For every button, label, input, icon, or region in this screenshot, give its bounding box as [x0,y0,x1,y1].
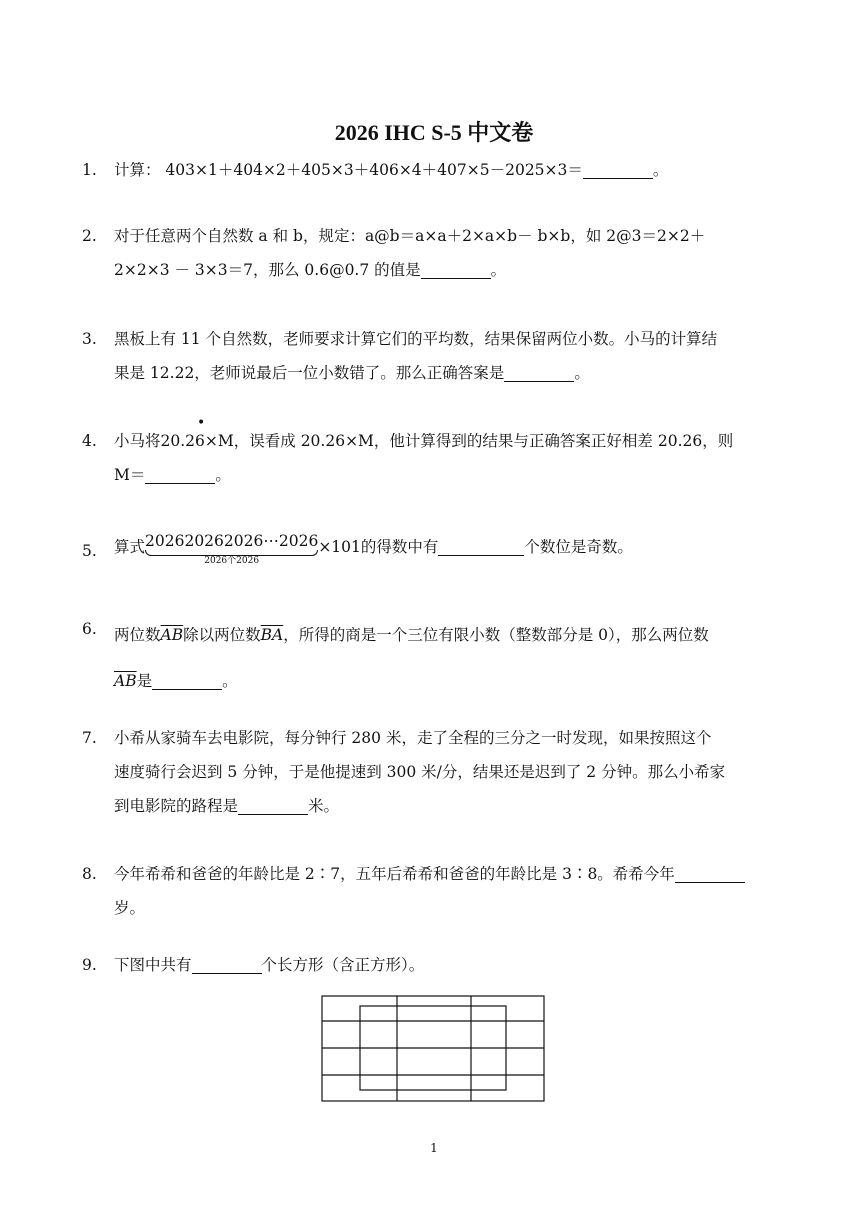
answer-blank[interactable] [238,794,308,815]
question-number: 6. [82,620,97,638]
question-number: 7. [82,729,97,747]
repeating-decimal: 20.2 • 6 [160,415,206,450]
question-text-line: 2×2×3 － 3×3＝7，那么 0.6@0.7 的值是 [114,261,421,279]
overline-ba: $\overline{BA}$ [260,626,284,644]
repeat-dot-icon: • [197,415,206,431]
page-number: 1 [430,1141,438,1155]
question-7: 7. 小希从家骑车去电影院，每分钟行 280 米，走了全程的三分之一时发现，如果按照这个 速度骑行会迟到 5 分钟，于是他提速到 300 米/分，结果还是迟到了 2 分钟。那么小希家 到电影院的路程是 米。 [82,721,792,823]
answer-blank[interactable] [675,862,745,883]
question-text: 计算： 403×1＋404×2＋405×3＋406×4＋407×5－2025×3＝ [114,161,583,179]
page-title: 2026 IHC S-5 中文卷 [334,120,534,145]
question-text-line: 果是 12.22，老师说最后一位小数错了。那么正确答案是 [114,364,505,382]
rectangle-grid-figure [321,995,547,1103]
question-number: 8. [82,865,97,883]
question-6: 6. 两位数$\overline{AB}$除以两位数$\overline{BA}$，所得的商是一个三位有限小数（整数部分是 0），那么两位数 $\overline{AB}$是 。 [82,612,792,704]
question-number: 2. [82,227,97,245]
answer-blank[interactable] [192,953,262,974]
question-1: 1. 计算： 403×1＋404×2＋405×3＋406×4＋407×5－2025×3＝ 。 [82,153,792,187]
overline-ab: $\overline{AB}$ [114,672,137,690]
underbrace-expression: 202620262026⋯2026 2026个2026 [145,532,319,566]
answer-blank[interactable] [583,158,653,179]
overline-ab: $\overline{AB}$ [160,626,184,644]
answer-blank[interactable] [421,258,491,279]
question-4: 4. 小马将20.2 • 6×M，误看成 20.26×M，他计算得到的结果与正确答案正好相差 20.26，则 M＝ 。 [82,415,734,484]
question-text-line: 黑板上有 11 个自然数，老师要求计算它们的平均数，结果保留两位小数。小马的计算结 [114,330,718,348]
question-8: 8. 今年希希和爸爸的年龄比是 2∶7，五年后希希和爸爸的年龄比是 3∶8。希希今年 岁。 [82,857,792,925]
answer-blank[interactable] [438,535,524,556]
answer-blank[interactable] [152,669,222,690]
question-5: 5. 算式 202620262026⋯2026 2026个2026 ×101的得数中有 个数位是奇数。 [82,532,633,566]
question-3: 3. 黑板上有 11 个自然数，老师要求计算它们的平均数，结果保留两位小数。小马的计算结 果是 12.22，老师说最后一位小数错了。那么正确答案是 。 [82,322,792,390]
answer-blank[interactable] [145,463,215,484]
question-9: 9. 下图中共有 个长方形（含正方形）。 [82,948,792,982]
question-2: 2. 对于任意两个自然数 a 和 b，规定：a@b＝a×a＋2×a×b－ b×b，如 2@3＝2×2＋ 2×2×3 － 3×3＝7，那么 0.6@0.7 的值是 。 [82,219,792,287]
question-number: 9. [82,956,97,974]
question-number: 5. [82,542,97,560]
question-number: 1. [82,161,97,179]
answer-blank[interactable] [504,361,574,382]
question-text-line: 对于任意两个自然数 a 和 b，规定：a@b＝a×a＋2×a×b－ b×b，如 2@3＝2×2＋ [114,227,706,245]
question-number: 4. [82,432,97,450]
question-number: 3. [82,330,97,348]
